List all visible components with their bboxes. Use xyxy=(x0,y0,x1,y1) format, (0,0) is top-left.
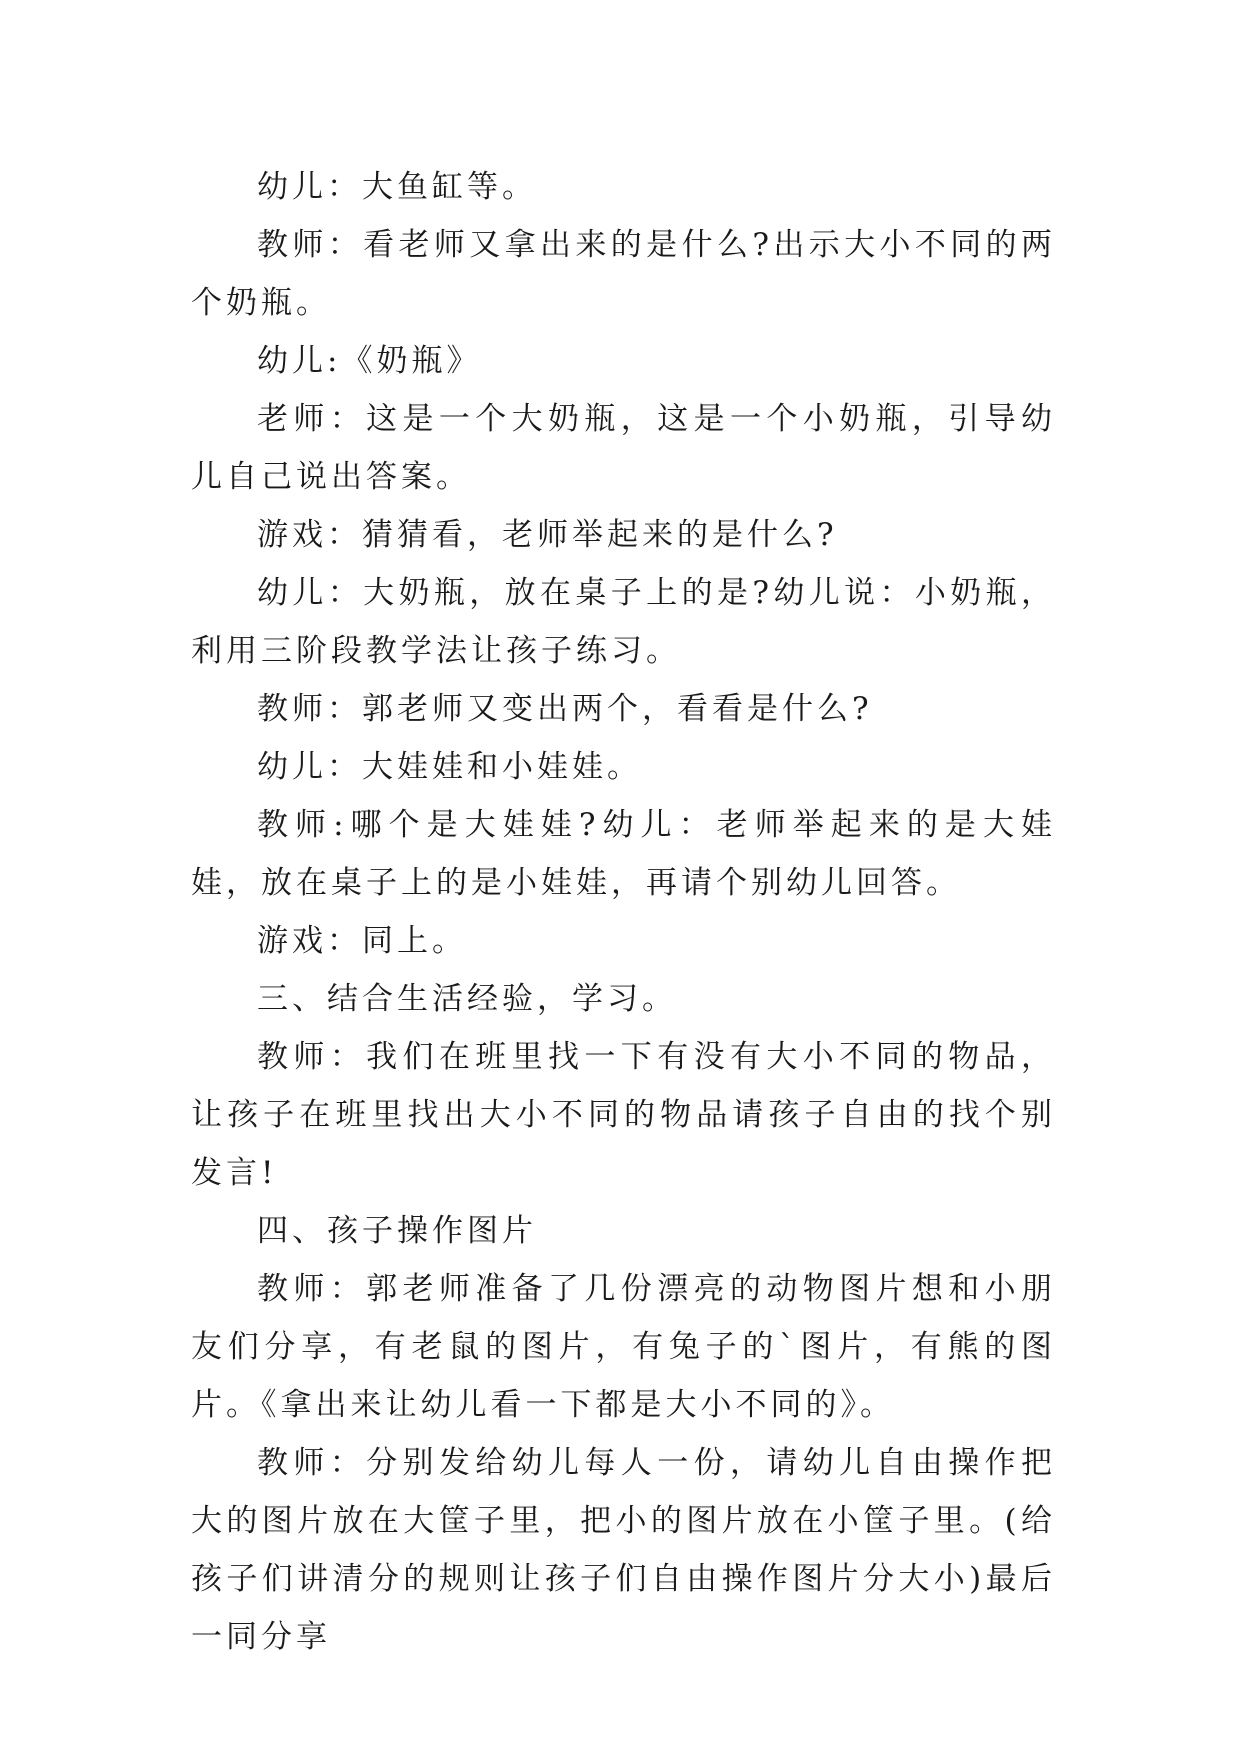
section-heading: 三、结合生活经验，学习。 xyxy=(257,981,677,1017)
paragraph: 教师：郭老师又变出两个，看看是什么? xyxy=(257,691,873,727)
paragraph: 教师:哪个是大娃娃?幼儿：老师举起来的是大娃娃，放在桌子上的是小娃娃，再请个别幼儿回答。 xyxy=(191,807,1056,901)
paragraph: 幼儿：大鱼缸等。 xyxy=(257,169,537,205)
paragraph: 教师：郭老师准备了几份漂亮的动物图片想和小朋友们分享，有老鼠的图片，有兔子的`图片，有熊的图片。《拿出来让幼儿看一下都是大小不同的》。 xyxy=(191,1271,1056,1423)
paragraph: 教师：分别发给幼儿每人一份，请幼儿自由操作把大的图片放在大筐子里，把小的图片放在小筐子里。(给孩子们讲清分的规则让孩子们自由操作图片分大小)最后一同分享 xyxy=(191,1445,1056,1655)
paragraph: 幼儿:《奶瓶》 xyxy=(257,343,482,379)
paragraph: 老师：这是一个大奶瓶，这是一个小奶瓶，引导幼儿自己说出答案。 xyxy=(191,401,1056,495)
section-heading: 四、孩子操作图片 xyxy=(257,1213,537,1249)
paragraph: 教师：我们在班里找一下有没有大小不同的物品，让孩子在班里找出大小不同的物品请孩子自由的找个别发言! xyxy=(191,1039,1056,1191)
paragraph: 游戏：同上。 xyxy=(257,923,467,959)
paragraph: 游戏：猜猜看，老师举起来的是什么? xyxy=(257,517,838,553)
paragraph: 幼儿：大奶瓶，放在桌子上的是?幼儿说：小奶瓶，利用三阶段教学法让孩子练习。 xyxy=(191,575,1056,669)
paragraph: 幼儿：大娃娃和小娃娃。 xyxy=(257,749,642,785)
paragraph: 教师：看老师又拿出来的是什么?出示大小不同的两个奶瓶。 xyxy=(191,227,1056,321)
document-page xyxy=(191,158,1056,1666)
